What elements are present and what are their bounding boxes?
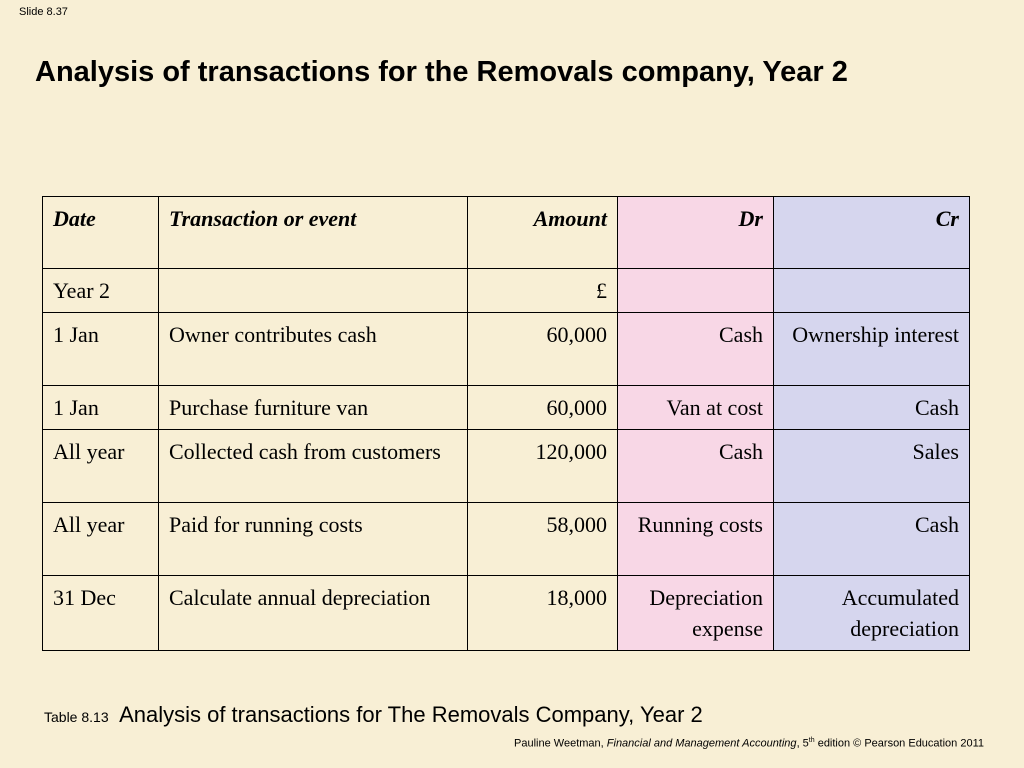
table-row (43, 503, 970, 576)
table-row (43, 576, 970, 651)
cell-amount: 120,000 (468, 430, 618, 503)
cell-dr: Van at cost (618, 386, 774, 430)
footer-publisher: edition © Pearson Education 2011 (814, 737, 984, 750)
cell-dr: Depreciation expense (618, 576, 774, 651)
slide-title: Analysis of transactions for the Removals company, Year 2 (35, 56, 848, 88)
cell-transaction (159, 269, 468, 313)
cell-transaction: Purchase furniture van (159, 386, 468, 430)
slide-number: Slide 8.37 (19, 6, 68, 18)
cell-date: 31 Dec (43, 576, 159, 651)
cell-cr: Accumulated depreciation (774, 576, 970, 651)
cell-transaction: Owner contributes cash (159, 313, 468, 386)
header-date: Date (43, 197, 159, 269)
table-row (43, 269, 970, 313)
cell-dr: Cash (618, 313, 774, 386)
table-header-row (43, 197, 970, 269)
header-amount: Amount (468, 197, 618, 269)
footer-edition-suffix: th (808, 737, 815, 744)
header-transaction: Transaction or event (159, 197, 468, 269)
cell-date: All year (43, 503, 159, 576)
header-dr: Dr (618, 197, 774, 269)
cell-amount: 60,000 (468, 313, 618, 386)
cell-amount: 60,000 (468, 386, 618, 430)
cell-dr: Running costs (618, 503, 774, 576)
table-row (43, 386, 970, 430)
cell-date: All year (43, 430, 159, 503)
footer-edition: , 5 (796, 737, 809, 750)
footer-book-title: Financial and Management Accounting (606, 737, 797, 750)
cell-date: 1 Jan (43, 313, 159, 386)
cell-transaction: Calculate annual depreciation (159, 576, 468, 651)
footer-author: Pauline Weetman, (514, 737, 607, 750)
cell-dr: Cash (618, 430, 774, 503)
cell-amount: £ (468, 269, 618, 313)
table-caption (44, 702, 703, 728)
footer-citation (514, 737, 984, 750)
cell-transaction: Collected cash from customers (159, 430, 468, 503)
cell-cr (774, 269, 970, 313)
cell-cr: Cash (774, 386, 970, 430)
caption-label: Table 8.13 (44, 709, 109, 725)
transactions-table (42, 196, 970, 651)
cell-amount: 58,000 (468, 503, 618, 576)
cell-cr: Cash (774, 503, 970, 576)
cell-transaction: Paid for running costs (159, 503, 468, 576)
cell-date: Year 2 (43, 269, 159, 313)
header-cr: Cr (774, 197, 970, 269)
table-row (43, 430, 970, 503)
cell-cr: Sales (774, 430, 970, 503)
cell-amount: 18,000 (468, 576, 618, 651)
cell-cr: Ownership interest (774, 313, 970, 386)
table-row (43, 313, 970, 386)
caption-text: Analysis of transactions for The Removals Company, Year 2 (119, 702, 703, 727)
cell-date: 1 Jan (43, 386, 159, 430)
cell-dr (618, 269, 774, 313)
